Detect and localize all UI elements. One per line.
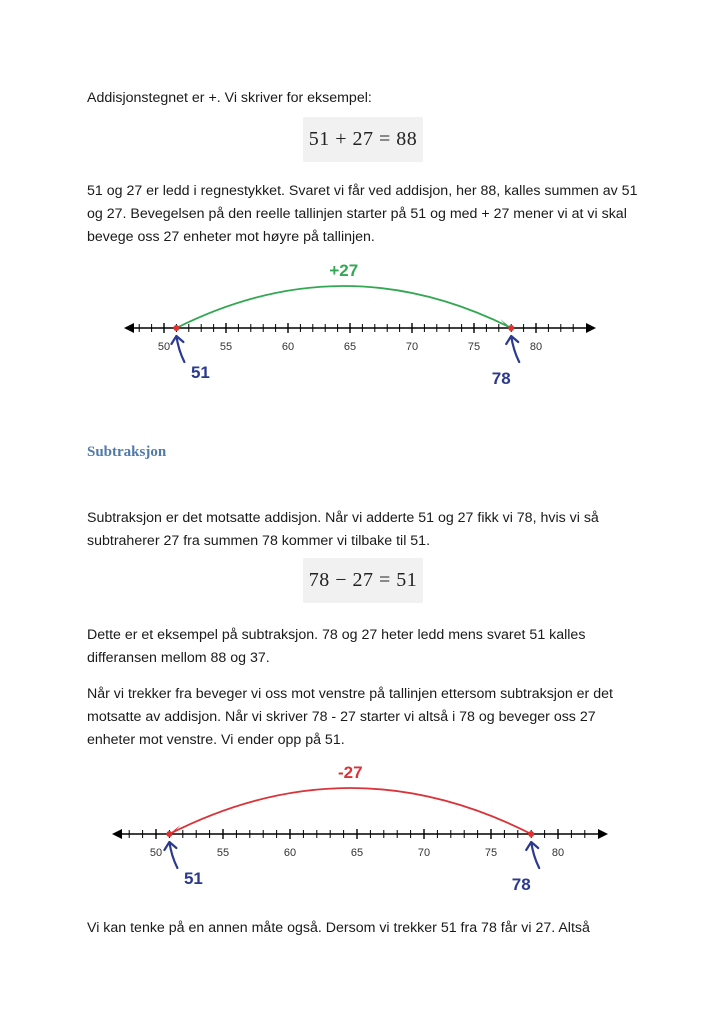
- tick-labels: [158, 341, 542, 353]
- tick-label-70: 70: [417, 847, 431, 859]
- end-pointer-arrow-icon: [506, 336, 519, 362]
- tick-label-80: 80: [551, 847, 565, 859]
- axis-arrow-right-icon: [598, 829, 608, 839]
- tick-labels: [150, 847, 564, 859]
- start-value-label: 51: [190, 363, 210, 382]
- tick-label-55: 55: [219, 341, 233, 353]
- tick-label-50: 50: [157, 341, 171, 353]
- tick-label-65: 65: [350, 847, 364, 859]
- subtraction-explanation-paragraph: Når vi trekker fra beveger vi oss mot venstre på tallinjen ettersom subtraksjon er det motsatte av addisjon. Når vi skriver 78 - 27 starter vi altså i 78 og beveger oss 27 enheter mot venstre. Vi ender opp på 51.: [87, 686, 613, 748]
- start-pointer-arrow-icon: [171, 336, 184, 362]
- section-heading-subtraksjon: Subtraksjon: [87, 444, 167, 460]
- start-point: [528, 831, 534, 837]
- tick-label-80: 80: [529, 341, 543, 353]
- start-value-label: 78: [511, 875, 531, 894]
- equation-subtraction: 78 − 27 = 51: [303, 558, 423, 603]
- end-pointer-arrow-icon: [164, 842, 177, 868]
- start-point: [173, 325, 179, 331]
- end-value-label: 51: [183, 869, 203, 888]
- number-line-subtraction-figure: [108, 763, 612, 900]
- axis-arrow-right-icon: [586, 323, 596, 333]
- subtraction-example-paragraph: Dette er et eksempel på subtraksjon. 78 og 27 heter ledd mens svaret 51 kalles differansen mellom 88 og 37.: [87, 627, 586, 666]
- tick-label-70: 70: [405, 341, 419, 353]
- tick-label-60: 60: [281, 341, 295, 353]
- arc-label: -27: [338, 763, 363, 782]
- jump-arc: [176, 286, 511, 328]
- closing-paragraph: Vi kan tenke på en annen måte også. Dersom vi trekker 51 fra 78 får vi 27. Altså: [87, 920, 590, 936]
- jump-arc: [169, 788, 531, 834]
- addition-explanation-paragraph: 51 og 27 er ledd i regnestykket. Svaret vi får ved addisjon, her 88, kalles summen av 51 og 27. Bevegelsen på den reelle tallinjen starter på 51 og med + 27 mener vi at vi skal bevege oss 27 enheter mot høyre på tallinjen.: [87, 183, 638, 245]
- end-value-label: 78: [491, 369, 511, 388]
- start-pointer-arrow-icon: [526, 842, 539, 868]
- tick-label-75: 75: [467, 341, 481, 353]
- end-point: [508, 325, 514, 331]
- tick-label-50: 50: [149, 847, 163, 859]
- equation-addition: 51 + 27 = 88: [303, 117, 423, 162]
- axis-arrow-left-icon: [112, 829, 122, 839]
- axis-arrow-left-icon: [124, 323, 134, 333]
- intro-paragraph: Addisjonstegnet er +. Vi skriver for eksempel:: [87, 90, 372, 106]
- subtraction-intro-paragraph: Subtraksjon er det motsatte addisjon. Når vi adderte 51 og 27 fikk vi 78, hvis vi så subtraherer 27 fra summen 78 kommer vi tilbake til 51.: [87, 510, 599, 549]
- number-line-addition-figure: [120, 258, 600, 390]
- tick-label-60: 60: [283, 847, 297, 859]
- tick-label-65: 65: [343, 341, 357, 353]
- tick-label-55: 55: [216, 847, 230, 859]
- tick-label-75: 75: [484, 847, 498, 859]
- end-point: [166, 831, 172, 837]
- arc-label: +27: [329, 261, 359, 280]
